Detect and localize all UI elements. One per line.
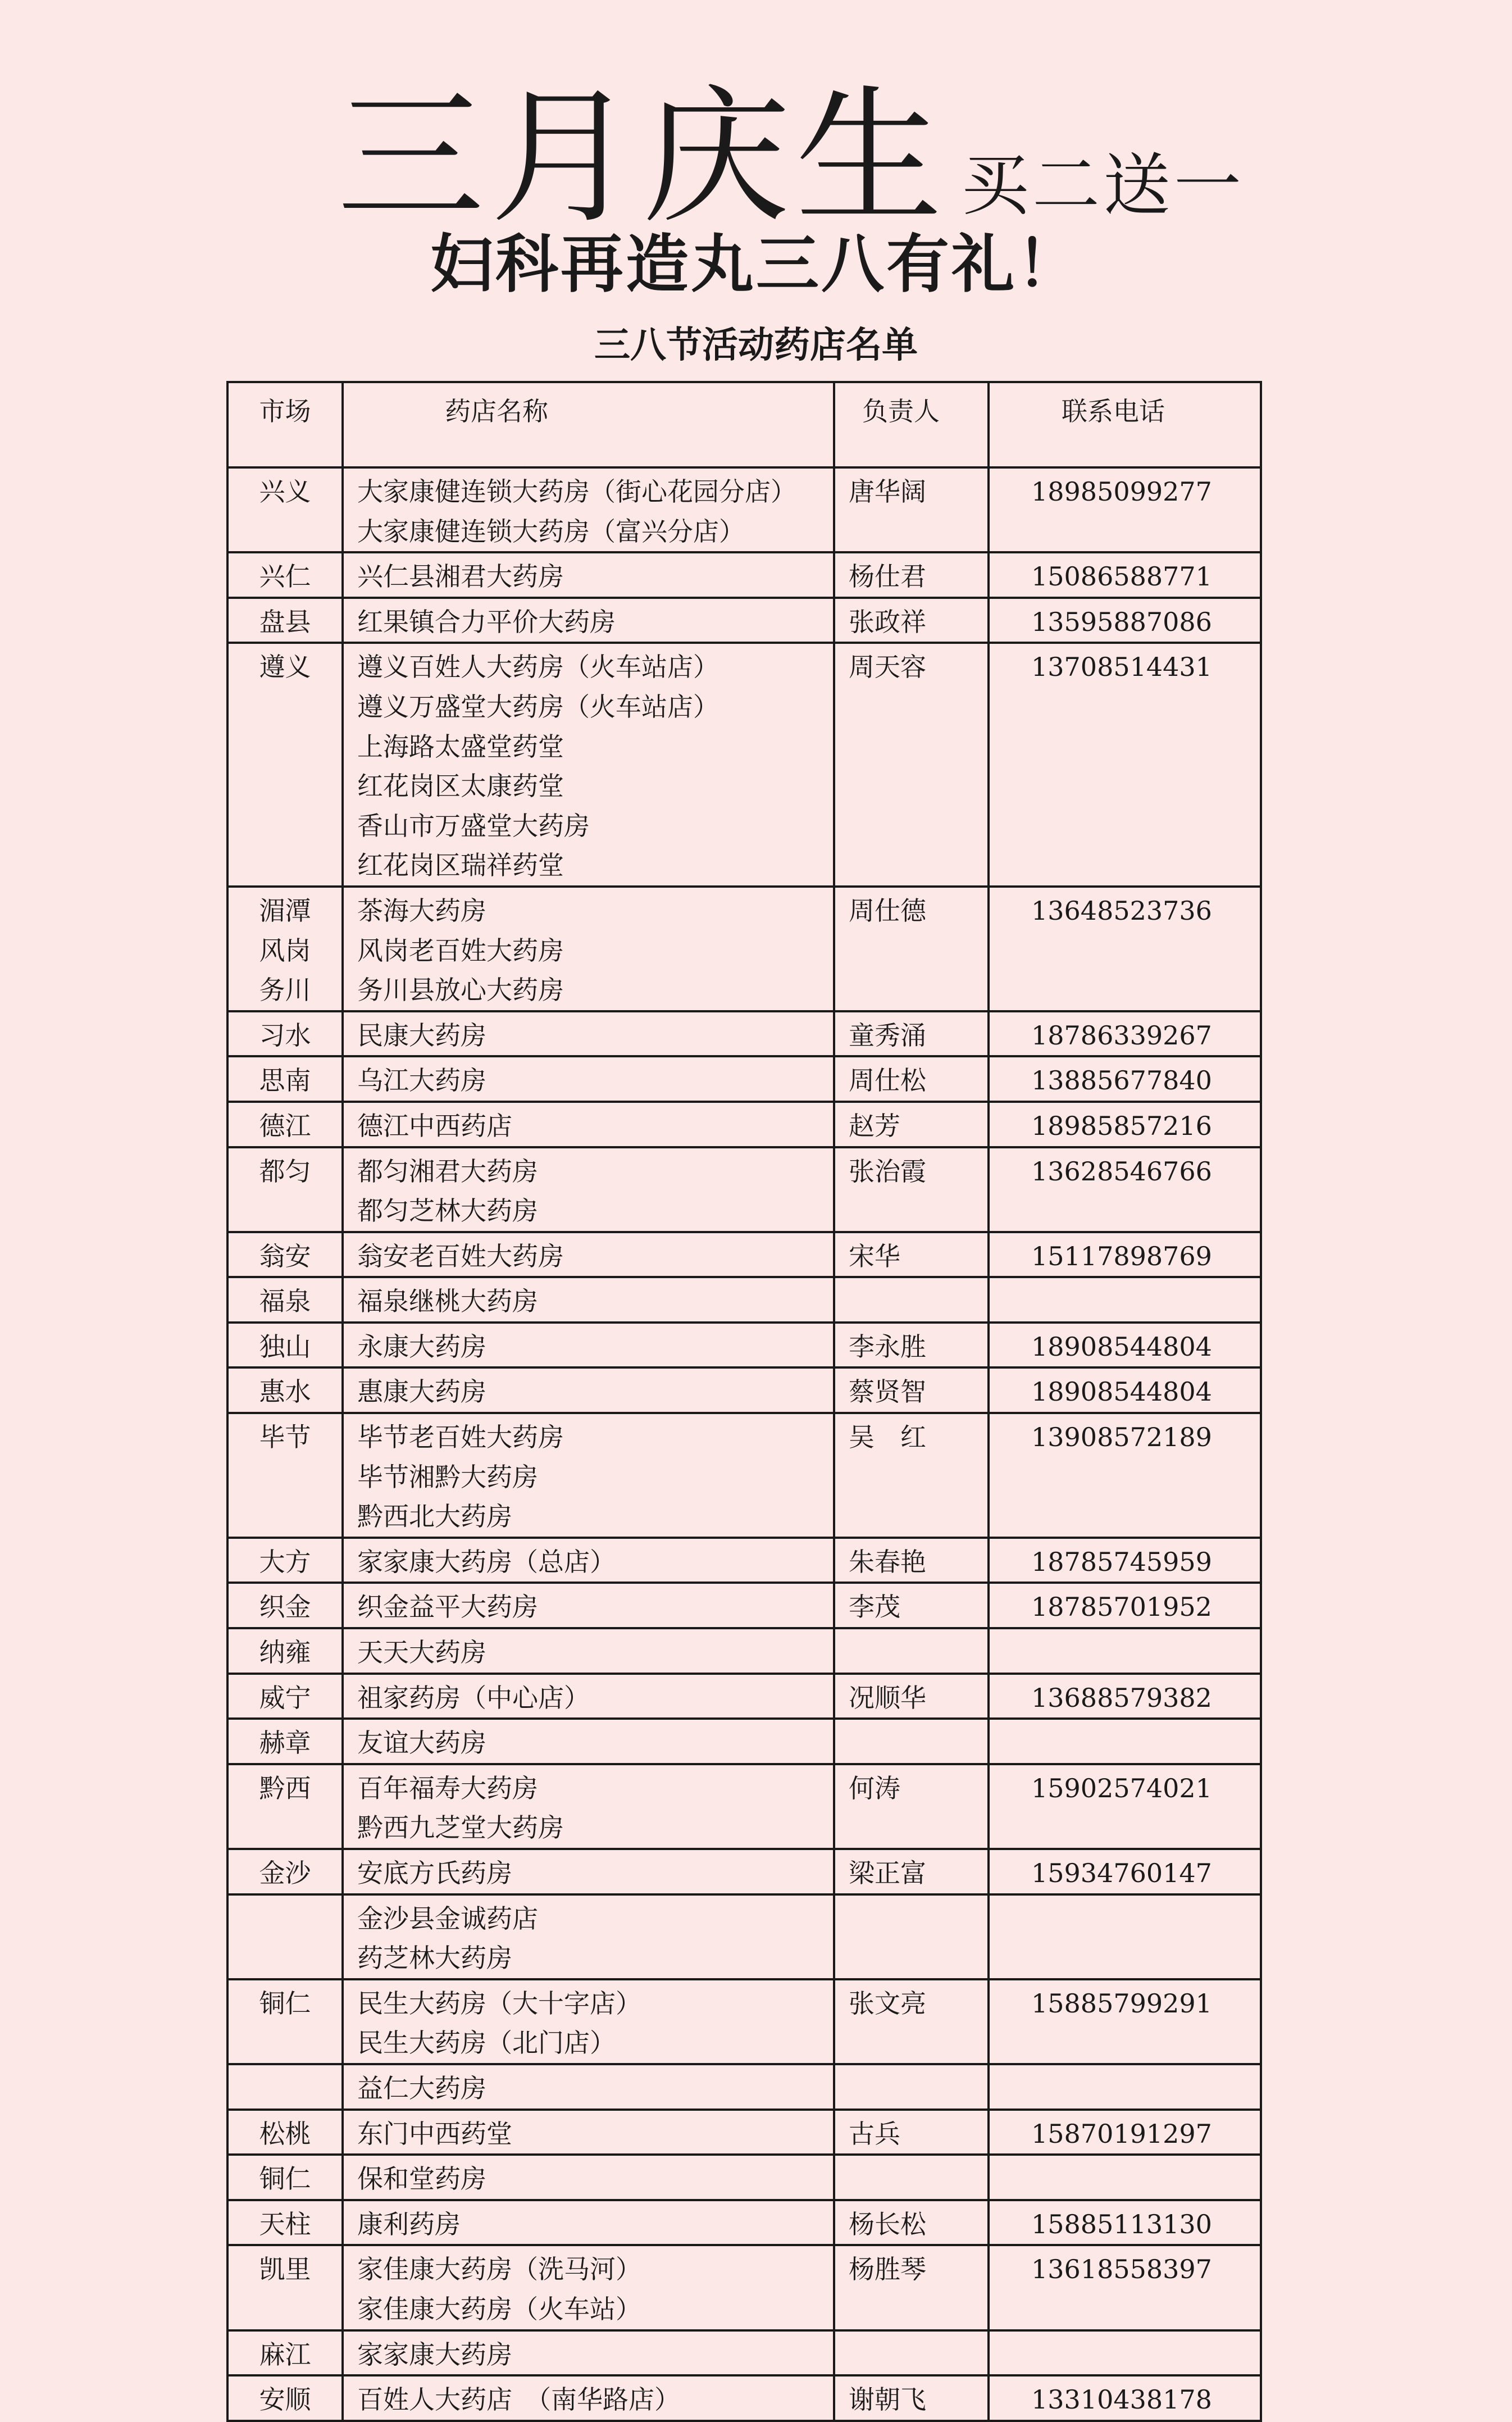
- store-name: 毕节湘黔大药房: [357, 1461, 538, 1492]
- store-name: 上海路太盛堂药堂: [357, 731, 564, 762]
- phone-cell: 13648523736: [989, 887, 1261, 1011]
- store-name: 毕节老百姓大药房: [357, 1422, 564, 1453]
- store-cell: [343, 2110, 834, 2155]
- header-phone: 联系电话: [989, 382, 1261, 467]
- table-row: [227, 1583, 1261, 1628]
- store-name: 遵义百姓人大药房（火车站店）: [357, 652, 719, 683]
- market-cell: [227, 1979, 343, 2064]
- market-name: 翁安: [259, 1240, 311, 1271]
- store-name: 家家康大药房: [357, 2339, 512, 2370]
- manager-cell: [834, 2155, 989, 2200]
- market-name: 金沙: [259, 1858, 311, 1888]
- manager-cell: 周仕松: [834, 1056, 989, 1102]
- table-row: [227, 1413, 1261, 1538]
- store-name: 红花岗区太康药堂: [357, 771, 564, 802]
- table-row: [227, 1147, 1261, 1232]
- market-name: 德江: [259, 1110, 311, 1141]
- market-name: 风岗: [259, 935, 311, 966]
- market-cell: [227, 1367, 343, 1413]
- store-cell: [343, 1849, 834, 1894]
- market-name: 麻江: [259, 2339, 311, 2370]
- phone-cell: 15934760147: [989, 1849, 1261, 1894]
- store-cell: [343, 1583, 834, 1628]
- market-cell: [227, 1147, 343, 1232]
- table-row: [227, 1232, 1261, 1278]
- store-cell: [343, 1628, 834, 1674]
- table-row: [227, 2110, 1261, 2155]
- table-row: [227, 2200, 1261, 2246]
- store-cell: [343, 2330, 834, 2376]
- store-cell: [343, 1011, 834, 1057]
- phone-cell: [989, 1628, 1261, 1674]
- manager-cell: [834, 1894, 989, 1979]
- table-row: [227, 1367, 1261, 1413]
- phone-cell: 13595887086: [989, 598, 1261, 643]
- store-cell: [343, 1232, 834, 1278]
- store-cell: [343, 1719, 834, 1764]
- phone-cell: 13618558397: [989, 2245, 1261, 2330]
- market-cell: [227, 1719, 343, 1764]
- table-row: [227, 2155, 1261, 2200]
- market-name: 兴仁: [259, 561, 311, 592]
- pharmacy-table: [226, 381, 1262, 2422]
- table-row: [227, 1674, 1261, 1719]
- store-cell: [343, 1367, 834, 1413]
- phone-cell: [989, 2330, 1261, 2376]
- phone-cell: 18908544804: [989, 1323, 1261, 1368]
- manager-cell: 况顺华: [834, 1674, 989, 1719]
- poster-title: [337, 72, 1245, 243]
- phone-cell: 13628546766: [989, 1147, 1261, 1232]
- manager-cell: 杨长松: [834, 2200, 989, 2246]
- phone-cell: 13310438178: [989, 2375, 1261, 2421]
- store-name: 香山市万盛堂大药房: [357, 810, 590, 841]
- table-row: [227, 552, 1261, 598]
- store-name: 务川县放心大药房: [357, 975, 564, 1006]
- table-row: [227, 1323, 1261, 1368]
- manager-cell: 张政祥: [834, 598, 989, 643]
- table-row: [227, 1979, 1261, 2064]
- market-cell: [227, 598, 343, 643]
- header-market: 市场: [227, 382, 343, 467]
- market-cell: [227, 1849, 343, 1894]
- store-cell: [343, 1674, 834, 1719]
- store-name: 保和堂药房: [357, 2164, 486, 2194]
- market-name: 福泉: [259, 1286, 311, 1317]
- store-name: 益仁大药房: [357, 2073, 486, 2103]
- manager-cell: 周天容: [834, 643, 989, 887]
- store-cell: [343, 1056, 834, 1102]
- market-cell: [227, 1894, 343, 1979]
- store-name: 康利药房: [357, 2209, 461, 2239]
- store-cell: [343, 598, 834, 643]
- market-cell: [227, 2375, 343, 2421]
- manager-cell: 朱春艳: [834, 1538, 989, 1583]
- table-row: [227, 2375, 1261, 2421]
- market-cell: [227, 2200, 343, 2246]
- phone-cell: 13708514431: [989, 643, 1261, 887]
- store-name: 家佳康大药房（洗马河）: [357, 2254, 641, 2285]
- store-name: 福泉继桃大药房: [357, 1286, 538, 1317]
- market-cell: [227, 1323, 343, 1368]
- market-cell: [227, 2245, 343, 2330]
- store-cell: [343, 1323, 834, 1368]
- store-name: 百姓人大药店 （南华路店）: [357, 2384, 680, 2415]
- table-row: [227, 467, 1261, 552]
- market-name: 松桃: [259, 2118, 311, 2149]
- market-name: 兴义: [259, 476, 311, 507]
- store-name: 翁安老百姓大药房: [357, 1240, 564, 1271]
- store-name: 遵义万盛堂大药房（火车站店）: [357, 691, 719, 722]
- manager-cell: 李茂: [834, 1583, 989, 1628]
- market-name: 大方: [259, 1546, 311, 1577]
- market-cell: [227, 552, 343, 598]
- manager-cell: [834, 2330, 989, 2376]
- store-cell: [343, 2245, 834, 2330]
- market-cell: [227, 1011, 343, 1057]
- store-cell: [343, 1413, 834, 1538]
- title-main: 三月庆生: [337, 72, 948, 243]
- market-name: 纳雍: [259, 1637, 311, 1668]
- store-name: 永康大药房: [357, 1331, 486, 1362]
- table-row: [227, 1538, 1261, 1583]
- store-name: 药芝林大药房: [357, 1943, 512, 1974]
- store-cell: [343, 467, 834, 552]
- manager-cell: 杨胜琴: [834, 2245, 989, 2330]
- store-cell: [343, 1277, 834, 1323]
- table-title: 三八节活动药店名单: [594, 324, 918, 366]
- store-cell: [343, 1894, 834, 1979]
- store-cell: [343, 1147, 834, 1232]
- store-name: 织金益平大药房: [357, 1592, 538, 1623]
- table-row: [227, 1011, 1261, 1057]
- market-cell: [227, 1628, 343, 1674]
- phone-cell: 15885799291: [989, 1979, 1261, 2064]
- market-name: 惠水: [259, 1376, 311, 1407]
- table-row: [227, 887, 1261, 1011]
- store-name: 都匀湘君大药房: [357, 1156, 538, 1187]
- market-cell: [227, 2330, 343, 2376]
- phone-cell: [989, 1894, 1261, 1979]
- phone-cell: 15885113130: [989, 2200, 1261, 2246]
- phone-cell: [989, 1277, 1261, 1323]
- store-name: 黔西九芝堂大药房: [357, 1812, 564, 1843]
- store-cell: [343, 1979, 834, 2064]
- manager-cell: 杨仕君: [834, 552, 989, 598]
- store-name: 祖家药房（中心店）: [357, 1682, 590, 1713]
- market-name: 天柱: [259, 2209, 311, 2239]
- store-name: 黔西北大药房: [357, 1501, 512, 1532]
- store-cell: [343, 887, 834, 1011]
- phone-cell: 18785745959: [989, 1538, 1261, 1583]
- manager-cell: [834, 1277, 989, 1323]
- store-cell: [343, 2155, 834, 2200]
- market-cell: [227, 1413, 343, 1538]
- table-row: [227, 2064, 1261, 2110]
- market-cell: [227, 1764, 343, 1849]
- phone-cell: 18908544804: [989, 1367, 1261, 1413]
- store-cell: [343, 2375, 834, 2421]
- store-cell: [343, 643, 834, 887]
- phone-cell: [989, 1719, 1261, 1764]
- store-name: 红果镇合力平价大药房: [357, 606, 616, 637]
- manager-cell: 童秀涌: [834, 1011, 989, 1057]
- manager-cell: 李永胜: [834, 1323, 989, 1368]
- store-name: 家家康大药房（总店）: [357, 1546, 616, 1577]
- market-name: 织金: [259, 1592, 311, 1623]
- market-cell: [227, 1674, 343, 1719]
- store-name: 大家康健连锁大药房（街心花园分店）: [357, 476, 796, 507]
- market-cell: [227, 467, 343, 552]
- market-name: 湄潭: [259, 895, 311, 926]
- manager-cell: 宋华: [834, 1232, 989, 1278]
- market-name: 赫章: [259, 1728, 311, 1758]
- store-name: 家佳康大药房（火车站）: [357, 2293, 641, 2324]
- table-row: [227, 1628, 1261, 1674]
- store-name: 百年福寿大药房: [357, 1773, 538, 1803]
- phone-cell: 18985857216: [989, 1102, 1261, 1147]
- store-name: 安底方氏药房: [357, 1858, 512, 1888]
- pharmacy-table-body: [227, 382, 1261, 2421]
- store-name: 乌江大药房: [357, 1065, 486, 1096]
- store-cell: [343, 552, 834, 598]
- phone-cell: [989, 2155, 1261, 2200]
- market-name: 铜仁: [259, 2164, 311, 2194]
- manager-cell: [834, 2064, 989, 2110]
- store-cell: [343, 1538, 834, 1583]
- market-name: 黔西: [259, 1773, 311, 1803]
- market-name: 都匀: [259, 1156, 311, 1187]
- table-row: [227, 2330, 1261, 2376]
- table-row: [227, 1764, 1261, 1849]
- market-cell: [227, 2155, 343, 2200]
- market-cell: [227, 2064, 343, 2110]
- manager-cell: 唐华阔: [834, 467, 989, 552]
- market-cell: [227, 1102, 343, 1147]
- market-name: 独山: [259, 1331, 311, 1362]
- store-cell: [343, 1102, 834, 1147]
- market-name: 务川: [259, 975, 311, 1006]
- phone-cell: 15117898769: [989, 1232, 1261, 1278]
- manager-cell: 梁正富: [834, 1849, 989, 1894]
- market-cell: [227, 643, 343, 887]
- store-name: 大家康健连锁大药房（富兴分店）: [357, 516, 745, 547]
- manager-cell: 古兵: [834, 2110, 989, 2155]
- store-name: 民生大药房（北门店）: [357, 2028, 616, 2059]
- store-name: 德江中西药店: [357, 1110, 512, 1141]
- store-cell: [343, 1764, 834, 1849]
- store-cell: [343, 2200, 834, 2246]
- phone-cell: 13885677840: [989, 1056, 1261, 1102]
- store-name: 都匀芝林大药房: [357, 1196, 538, 1226]
- market-name: 遵义: [259, 652, 311, 683]
- manager-cell: [834, 1719, 989, 1764]
- manager-cell: 何涛: [834, 1764, 989, 1849]
- market-name: 威宁: [259, 1682, 311, 1713]
- market-name: 凯里: [259, 2254, 311, 2285]
- table-row: [227, 1894, 1261, 1979]
- market-name: 习水: [259, 1020, 311, 1051]
- market-name: 安顺: [259, 2384, 311, 2415]
- table-row: [227, 1849, 1261, 1894]
- table-header-row: [227, 382, 1261, 467]
- store-name: 天天大药房: [357, 1637, 486, 1668]
- market-cell: [227, 1277, 343, 1323]
- store-cell: [343, 2064, 834, 2110]
- table-row: [227, 1277, 1261, 1323]
- table-row: [227, 643, 1261, 887]
- manager-cell: 吴 红: [834, 1413, 989, 1538]
- market-name: 毕节: [259, 1422, 311, 1453]
- store-name: 友谊大药房: [357, 1728, 486, 1758]
- phone-cell: 18785701952: [989, 1583, 1261, 1628]
- manager-cell: 张文亮: [834, 1979, 989, 2064]
- phone-cell: 15870191297: [989, 2110, 1261, 2155]
- store-name: 惠康大药房: [357, 1376, 486, 1407]
- market-cell: [227, 1056, 343, 1102]
- phone-cell: 15086588771: [989, 552, 1261, 598]
- store-name: 民康大药房: [357, 1020, 486, 1051]
- store-name: 茶海大药房: [357, 895, 486, 926]
- phone-cell: 18985099277: [989, 467, 1261, 552]
- phone-cell: 13688579382: [989, 1674, 1261, 1719]
- market-cell: [227, 1232, 343, 1278]
- store-name: 金沙县金诚药店: [357, 1903, 538, 1934]
- market-name: 思南: [259, 1065, 311, 1096]
- phone-cell: 13908572189: [989, 1413, 1261, 1538]
- market-name: 盘县: [259, 606, 311, 637]
- phone-cell: 15902574021: [989, 1764, 1261, 1849]
- market-cell: [227, 1538, 343, 1583]
- manager-cell: 张治霞: [834, 1147, 989, 1232]
- header-store: 药店名称: [343, 382, 834, 467]
- table-row: [227, 1719, 1261, 1764]
- manager-cell: 周仕德: [834, 887, 989, 1011]
- market-cell: [227, 1583, 343, 1628]
- table-row: [227, 598, 1261, 643]
- manager-cell: [834, 1628, 989, 1674]
- table-row: [227, 1102, 1261, 1147]
- manager-cell: 赵芳: [834, 1102, 989, 1147]
- market-cell: [227, 887, 343, 1011]
- poster-subtitle: 妇科再造丸三八有礼！: [430, 228, 1082, 301]
- market-name: 铜仁: [259, 1988, 311, 2019]
- store-name: 红花岗区瑞祥药堂: [357, 850, 564, 881]
- table-row: [227, 2245, 1261, 2330]
- store-name: 东门中西药堂: [357, 2118, 512, 2149]
- market-cell: [227, 2110, 343, 2155]
- manager-cell: 谢朝飞: [834, 2375, 989, 2421]
- table-row: [227, 1056, 1261, 1102]
- phone-cell: 18786339267: [989, 1011, 1261, 1057]
- phone-cell: [989, 2064, 1261, 2110]
- header-manager: 负责人: [834, 382, 989, 467]
- store-name: 民生大药房（大十字店）: [357, 1988, 641, 2019]
- store-name: 兴仁县湘君大药房: [357, 561, 564, 592]
- title-side: 买二送一: [962, 147, 1245, 225]
- manager-cell: 蔡贤智: [834, 1367, 989, 1413]
- store-name: 风岗老百姓大药房: [357, 935, 564, 966]
